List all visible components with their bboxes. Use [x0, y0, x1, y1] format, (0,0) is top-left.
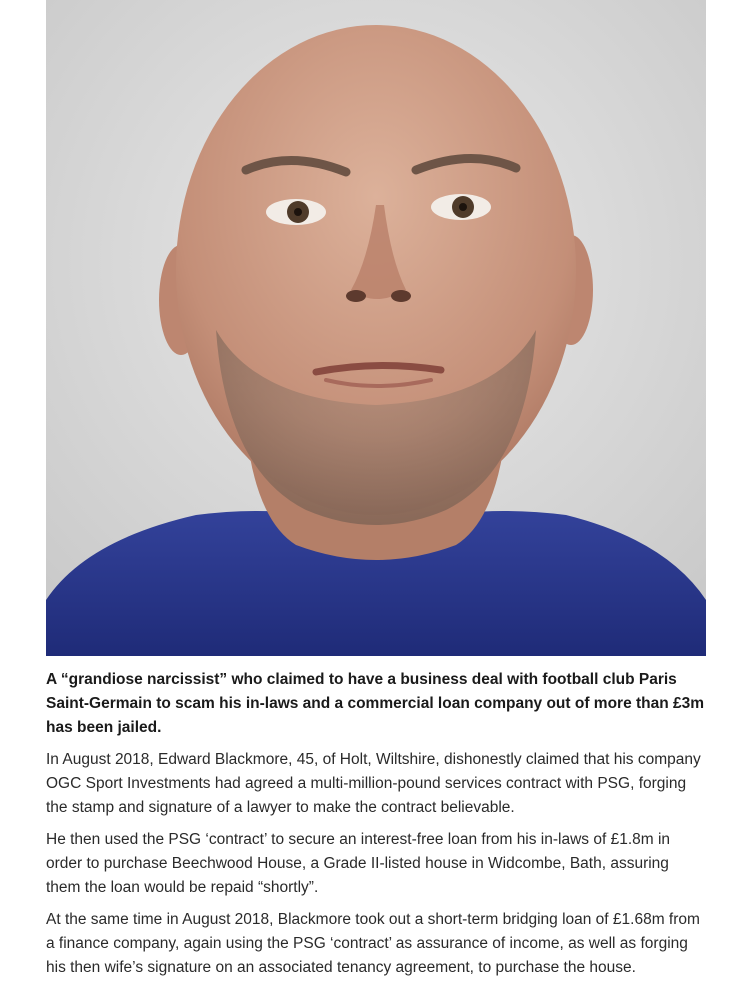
article-paragraph: At the same time in August 2018, Blackmore took out a short-term bridging loan of £1.68m from a finance company, again using the PSG ‘contract’ as assurance of income, as well as forging his then wife’s signature on an associated tenancy agreement, to purchase the house. [46, 911, 700, 976]
article-lead: A “grandiose narcissist” who claimed to have a business deal with football club Paris Saint-Germain to scam his in-laws and a commercial loan company out of more than £3m has been jailed. [46, 671, 705, 736]
mugshot-portrait-icon [46, 0, 706, 656]
article-photo [46, 0, 706, 656]
article-paragraph: He then used the PSG ‘contract’ to secure an interest-free loan from his in-laws of £1.8m in order to purchase Beechwood House, a Grade II-listed house in Widcombe, Bath, assuring them the loan would be repaid “shortly”. [46, 831, 671, 896]
article-paragraph: In August 2018, Edward Blackmore, 45, of Holt, Wiltshire, dishonestly claimed that his company OGC Sport Investments had agreed a multi-million-pound services contract with PSG, forging the stamp and signature of a lawyer to make the contract believable. [46, 751, 701, 816]
article-body [46, 668, 706, 988]
